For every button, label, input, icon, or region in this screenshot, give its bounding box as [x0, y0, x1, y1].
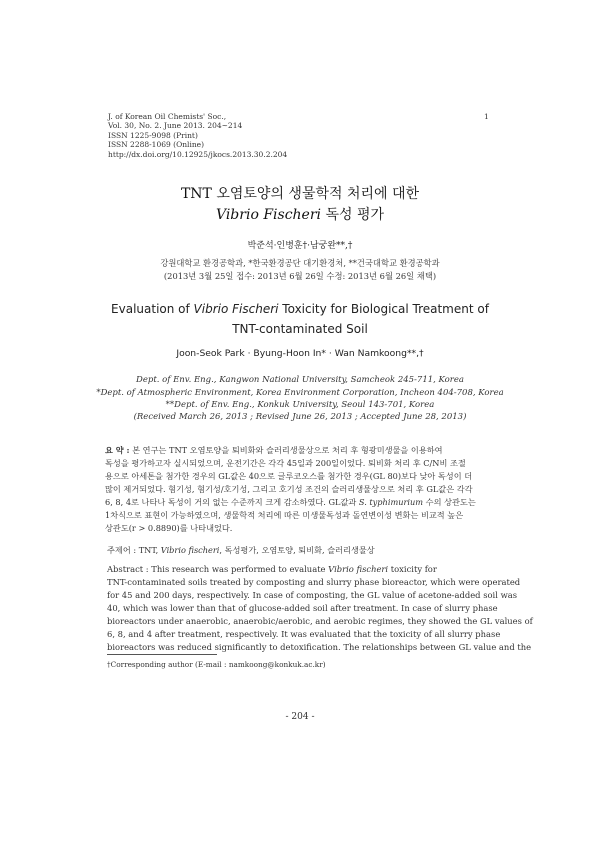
english-affiliation-3: **Dept. of Env. Eng., Konkuk University, Seoul 143-701, Korea	[165, 400, 435, 410]
keywords-text: , 독성평가, 오염토양, 퇴비화, 슬러리생물상	[219, 545, 375, 555]
species-name: Vibrio fischeri	[160, 545, 220, 555]
english-abstract-text: toxicity for	[388, 564, 437, 574]
korean-abstract-line: 상관도(r > 0.8890)를 나타내었다.	[105, 523, 233, 533]
keywords-label: 주제어 :	[107, 545, 137, 555]
issn-online: ISSN 2288-1069 (Online)	[108, 140, 205, 150]
english-dates: (Received March 26, 2013 ; Revised June 26, 2013 ; Accepted June 28, 2013)	[133, 412, 467, 422]
english-abstract-line: 6, 8, and 4 after treatment, respectively. It was evaluated that the toxicity of all slurry phase	[107, 629, 501, 639]
korean-abstract-line	[105, 444, 490, 457]
korean-affiliation: 강원대학교 환경공학과, *한국환경공단 대기환경처, **건국대학교 환경공학과	[160, 258, 440, 268]
english-title-part: Evaluation of	[111, 302, 194, 316]
korean-abstract-text: 본 연구는 TNT 오염토양을 퇴비화와 슬러리생물상으로 처리 후 형광미생물을 이용하여	[129, 445, 443, 455]
english-abstract	[107, 563, 533, 654]
korean-authors: 박준석·인병훈†·남궁완**,†	[247, 241, 353, 251]
species-name: Vibrio Fischeri	[215, 207, 322, 223]
korean-abstract-line: 용으로 아세톤을 첨가한 경우의 GL값은 40으로 글루코오스를 첨가한 경우(GL 80)보다 낮아 독성이 더	[105, 471, 473, 481]
journal-volume: Vol. 30, No. 2. June 2013. 204~214	[108, 121, 243, 131]
korean-title-rest: 독성 평가	[321, 207, 385, 223]
korean-abstract-label: 요 약 :	[105, 445, 130, 455]
journal-info	[108, 112, 287, 159]
corresponding-author-footnote: †Corresponding author (E-mail : namkoong@konkuk.ac.kr)	[107, 660, 326, 669]
english-abstract-line: bioreactors was reduced significantly to detoxification. The relationships between GL value and the	[107, 642, 532, 652]
korean-title-line2	[0, 204, 600, 224]
english-abstract-line: for 45 and 200 days, respectively. In case of composting, the GL value of acetone-added soil was	[107, 590, 518, 600]
english-abstract-label: Abstract	[107, 564, 144, 574]
doi-link[interactable]: http://dx.doi.org/10.12925/jkocs.2013.30.2.204	[108, 149, 288, 159]
english-abstract-line: 40, which was lower than that of glucose-added soil after treatment. In case of slurry phase	[107, 603, 498, 613]
species-name: Vibrio fischeri	[328, 564, 389, 574]
species-name: S. typhimurium	[358, 497, 424, 507]
korean-abstract-line: 많이 제거되었다. 혐기성, 혐기성/호기성, 그리고 호기성 조건의 슬러리생물상으로 처리 후 GL값은 각각	[105, 484, 473, 494]
english-abstract-text: : This research was performed to evaluate	[143, 564, 329, 574]
korean-abstract-line: 독성을 평가하고자 실시되었으며, 운전기간은 각각 45일과 200일이었다. 퇴비화 처리 후 C/N비 조절	[105, 458, 466, 468]
english-abstract-line: bioreactors under anaerobic, anaerobic/aerobic, and aerobic regimes, they showed the GL values of	[107, 616, 533, 626]
korean-abstract-text: 6, 8, 4로 나타나 독성이 거의 없는 수준까지 크게 감소하였다. GL값과	[105, 497, 359, 507]
issn-print: ISSN 1225-9098 (Print)	[108, 130, 198, 140]
footnote-divider	[107, 654, 217, 655]
english-title-line2: TNT-contaminated Soil	[232, 322, 368, 336]
korean-abstract-line: 1차식으로 표현이 가능하였으며, 생물학적 처리에 따른 미생물독성과 돌연변이성 변화는 비교적 높은	[105, 510, 464, 520]
english-title-line1	[0, 302, 600, 316]
english-authors: Joon-Seok Park · Byung-Hoon In* · Wan Namkoong**,†	[176, 348, 424, 359]
korean-abstract-text: 수의 상관도는	[423, 497, 476, 507]
english-title-species: Vibrio Fischeri	[193, 302, 279, 316]
english-abstract-line: TNT-contaminated soils treated by composting and slurry phase bioreactor, which were operated	[107, 577, 521, 587]
page-number-bottom: - 204 -	[285, 712, 315, 722]
english-abstract-line	[107, 563, 497, 576]
journal-name: J. of Korean Oil Chemists' Soc.,	[108, 112, 227, 121]
korean-abstract-line	[105, 496, 490, 509]
english-affiliation-1: Dept. of Env. Eng., Kangwon National University, Samcheok 245-711, Korea	[136, 375, 464, 385]
page-number-top: 1	[484, 112, 489, 121]
english-affiliation-2: *Dept. of Atmospheric Environment, Korea Environment Corporation, Incheon 404-708, Korea	[96, 388, 504, 398]
korean-abstract	[105, 444, 490, 535]
keywords-text: TNT,	[136, 545, 161, 555]
english-title-part: Toxicity for Biological Treatment of	[278, 302, 489, 316]
korean-dates: (2013년 3월 25일 접수: 2013년 6월 26일 수정: 2013년 6월 26일 채택)	[163, 271, 437, 281]
keywords	[107, 545, 375, 556]
korean-title-line1: TNT 오염토양의 생물학적 처리에 대한	[180, 186, 420, 202]
